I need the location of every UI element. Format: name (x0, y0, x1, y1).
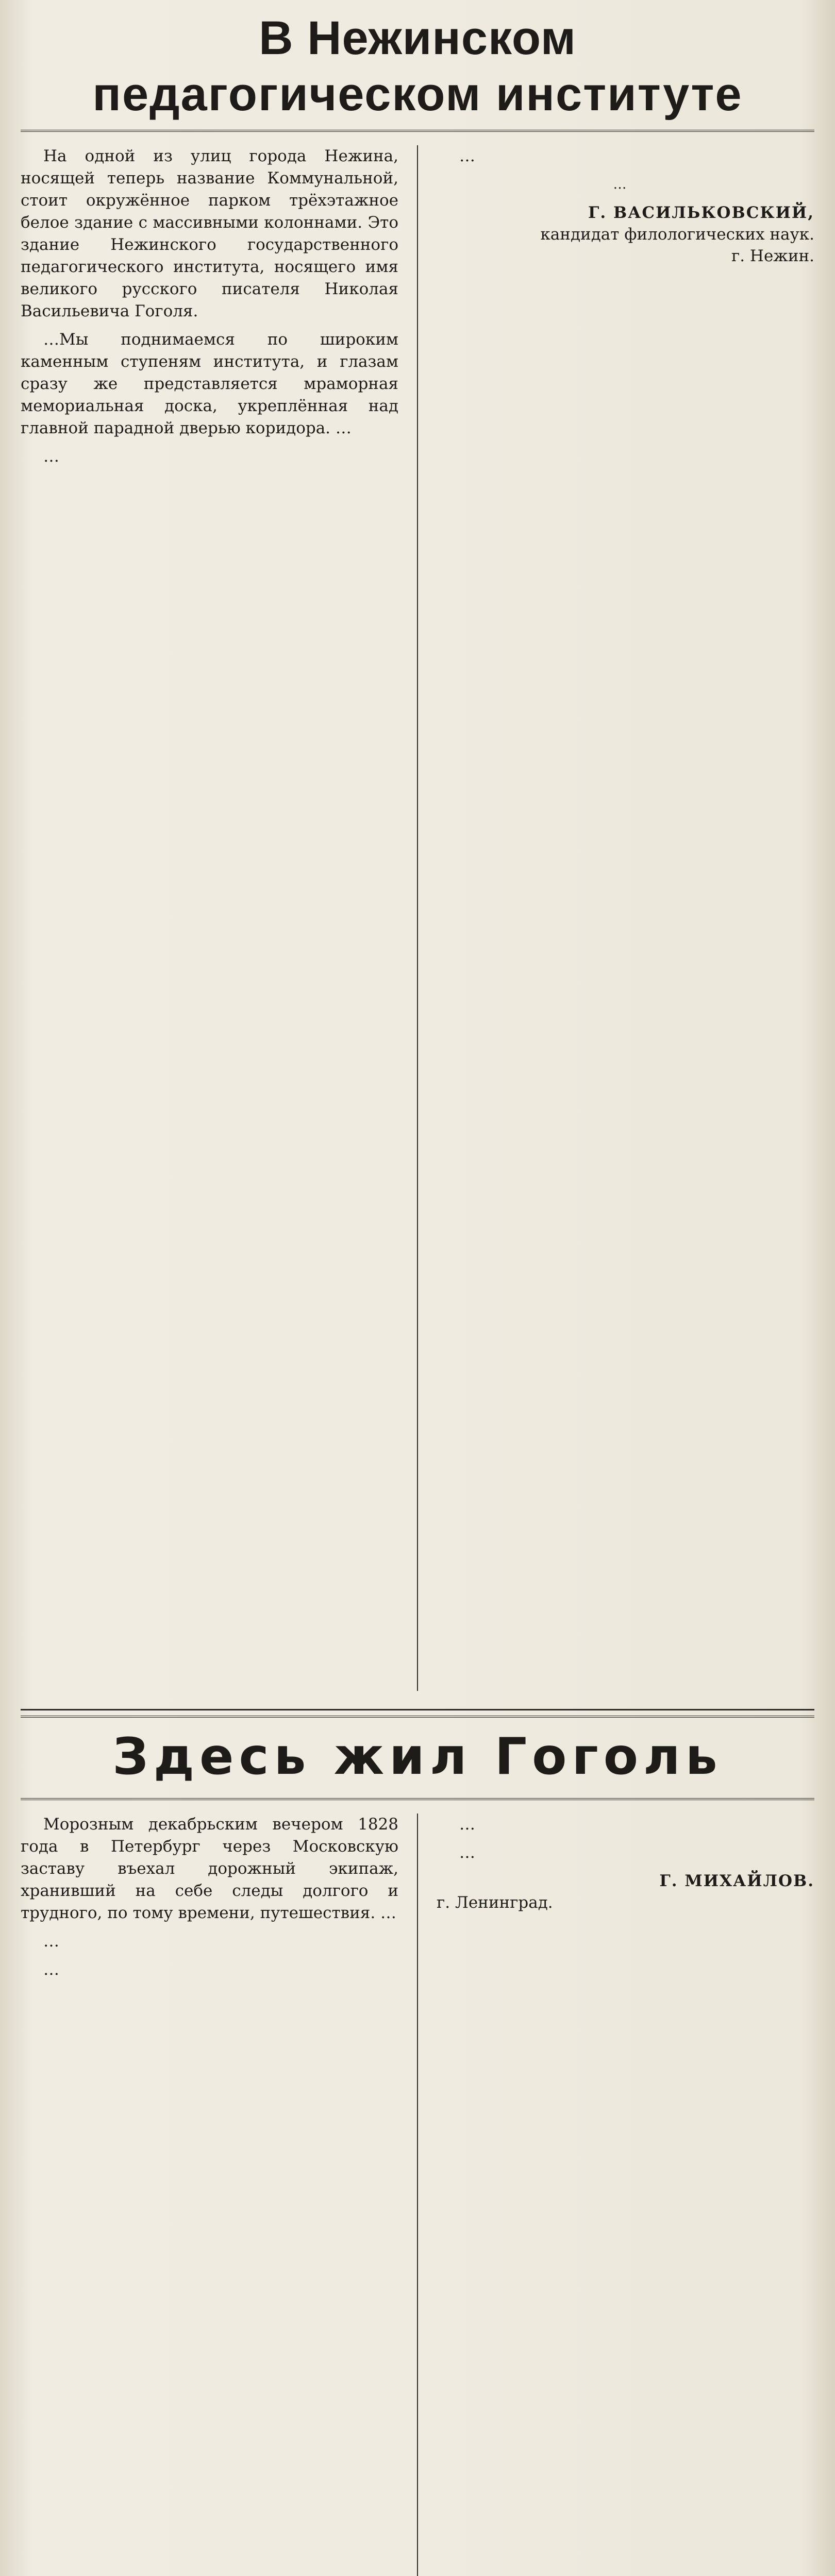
headline-line-2: педагогическом институте (21, 66, 814, 132)
paragraph: … (43, 447, 59, 466)
article-1-headline (21, 10, 814, 132)
article-1-byline (437, 202, 814, 267)
article-1-columns (21, 145, 814, 1691)
byline-author: Г. МИХАЙЛОВ. (659, 1872, 814, 1890)
section-separator: … (613, 177, 638, 192)
article-2-byline (437, 1870, 814, 1913)
paragraph: … (459, 1843, 475, 1862)
headline-line-1: В Нежинском (259, 12, 576, 64)
article-gogol-lived-here (21, 1716, 814, 2576)
column-rule (417, 145, 418, 1691)
column-rule (417, 1814, 418, 2576)
paragraph: Морозным декабрьским вечером 1828 года в Петербург через Московскую заставу въехал дорожный экипаж, хранивший на себе следы долгого и трудного, по тому времени, путешествия. … (21, 1815, 398, 1922)
article-1-column-left (21, 145, 398, 1691)
paragraph: На одной из улиц города Нежина, носящей теперь название Коммунальной, стоит окружённое парком трёхэтажное белое здание с массивными колоннами. Это здание Нежинского государственного педагогического института, носящего имя великого русского писателя Николая Васильевича Гоголя. (21, 147, 398, 320)
paragraph: … (459, 147, 475, 165)
article-2-column-right (437, 1814, 814, 2576)
article-2-column-left (21, 1814, 398, 2576)
article-2-columns (21, 1814, 814, 2576)
headline: Здесь жил Гоголь (21, 1716, 814, 1800)
paragraph: … (43, 1932, 59, 1951)
article-nezhin-institute (21, 10, 814, 1710)
paragraph: …Мы поднимаемся по широким каменным ступеням института, и глазам сразу же представляется мраморная мемориальная доска, укреплённая над главной парадной дверью коридора. … (21, 330, 398, 437)
article-2-headline (21, 1716, 814, 1800)
byline-author: Г. ВАСИЛЬКОВСКИЙ, (588, 204, 814, 222)
article-1-column-right (437, 145, 814, 1691)
paragraph: … (43, 1960, 59, 1979)
byline-city: г. Ленинград. (437, 1893, 553, 1912)
byline-author-title: кандидат филологических наук. (540, 225, 814, 244)
paragraph: … (459, 1815, 475, 1834)
byline-city: г. Нежин. (731, 247, 814, 265)
